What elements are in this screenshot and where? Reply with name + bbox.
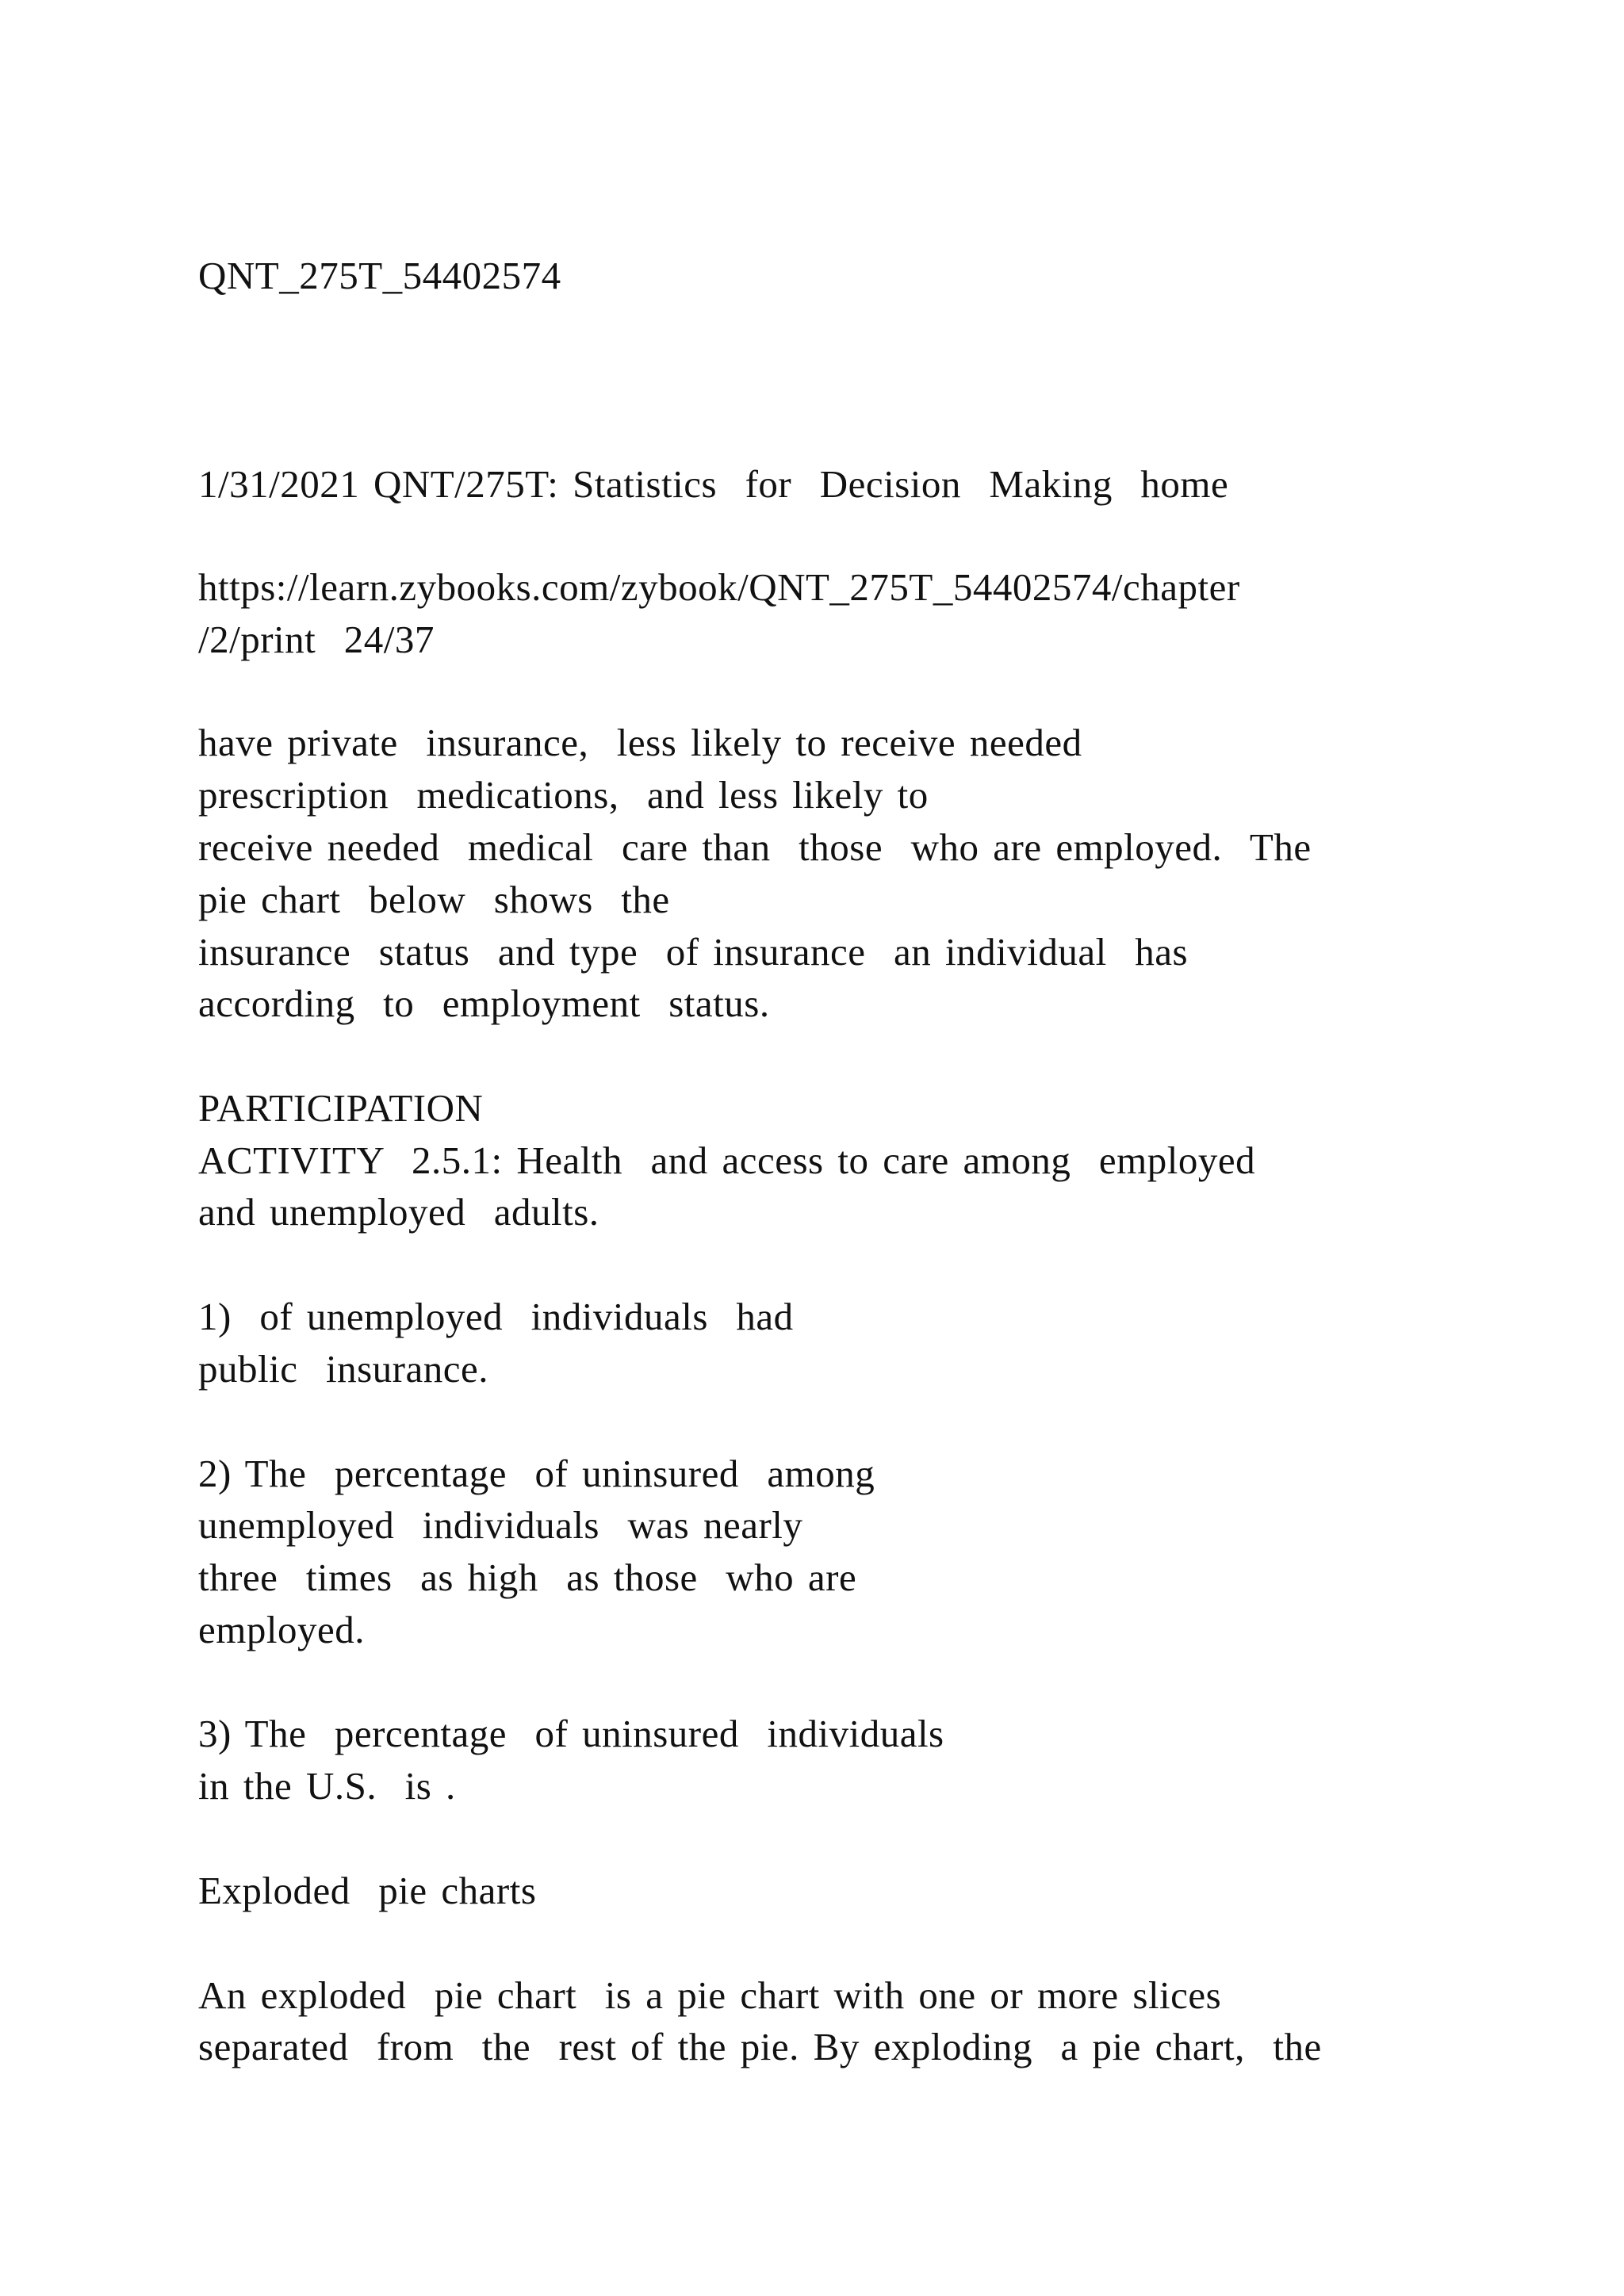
intro-line: prescription medications, and less likely to xyxy=(198,773,929,817)
intro-line: according to employment status. xyxy=(198,982,770,1025)
header-page-line: /2/print 24/37 xyxy=(198,618,435,661)
section-heading: Exploded pie charts xyxy=(198,1869,537,1912)
question-2-line: unemployed individuals was nearly xyxy=(198,1503,803,1547)
question-1-line: 1) of unemployed individuals had xyxy=(198,1295,794,1338)
question-3-line: 3) The percentage of uninsured individuals xyxy=(198,1712,944,1755)
intro-line: pie chart below shows the xyxy=(198,878,670,921)
intro-line: have private insurance, less likely to receive needed xyxy=(198,721,1082,764)
document-id: QNT_275T_54402574 xyxy=(198,254,561,297)
header-date-title-line: 1/31/2021 QNT/275T: Statistics for Decision Making home xyxy=(198,462,1229,506)
intro-line: receive needed medical care than those who are employed. The xyxy=(198,825,1312,869)
activity-title: and unemployed adults. xyxy=(198,1190,599,1234)
question-1-line: public insurance. xyxy=(198,1347,488,1391)
question-2-line: three times as high as those who are xyxy=(198,1556,857,1599)
activity-label: PARTICIPATION xyxy=(198,1086,484,1130)
question-2-line: employed. xyxy=(198,1608,365,1651)
closing-line: separated from the rest of the pie. By exploding a pie chart, the xyxy=(198,2025,1322,2068)
header-url-line: https://learn.zybooks.com/zybook/QNT_275T_54402574/chapter xyxy=(198,565,1240,609)
closing-line: An exploded pie chart is a pie chart with one or more slices xyxy=(198,1973,1222,2017)
question-2-line: 2) The percentage of uninsured among xyxy=(198,1452,875,1495)
activity-title: ACTIVITY 2.5.1: Health and access to care among employed xyxy=(198,1138,1256,1182)
question-3-line: in the U.S. is . xyxy=(198,1764,456,1808)
intro-line: insurance status and type of insurance an individual has xyxy=(198,930,1189,974)
